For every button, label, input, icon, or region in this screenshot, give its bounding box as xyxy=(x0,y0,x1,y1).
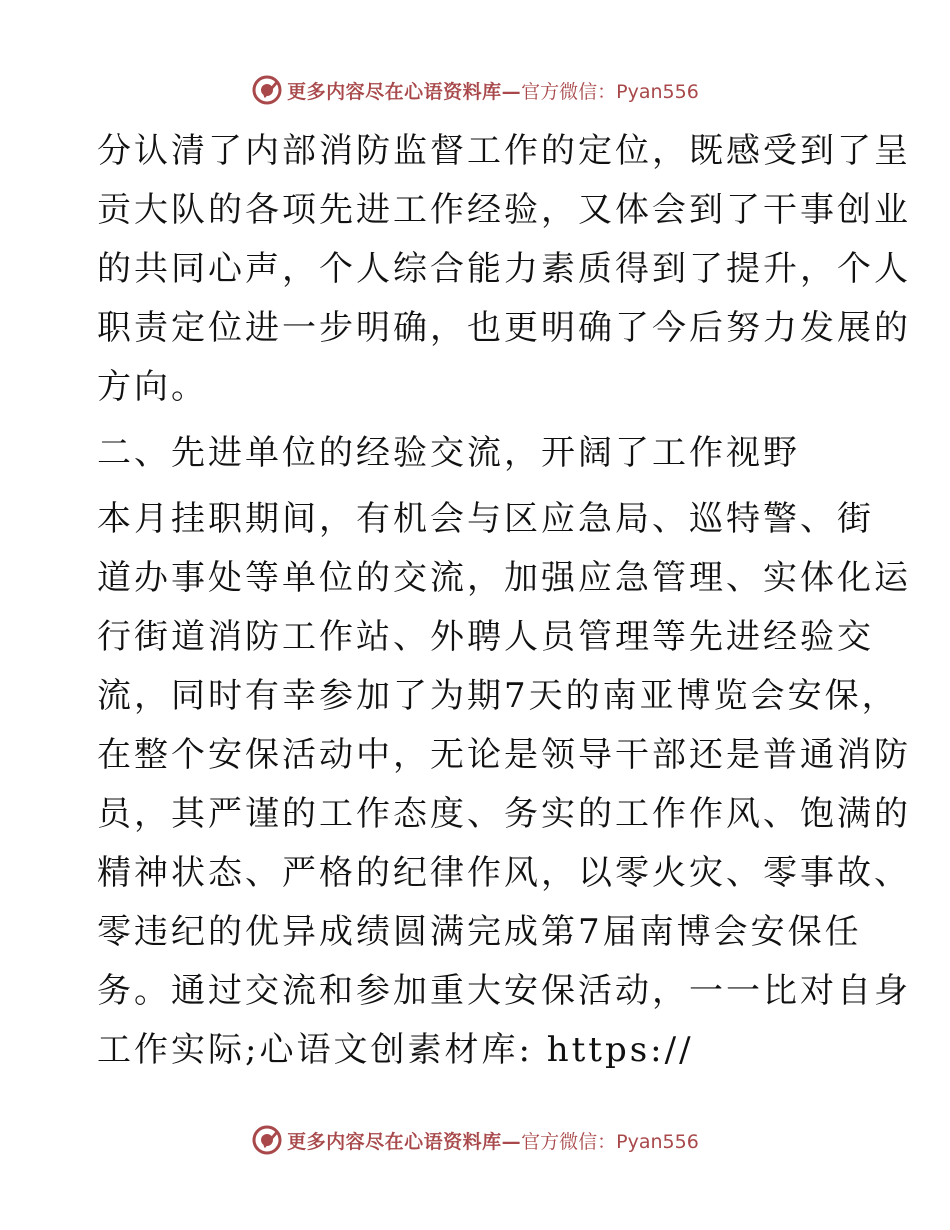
text-line: 务。通过交流和参加重大安保活动，一一比对自身 xyxy=(97,971,911,1011)
text-line: 分认清了内部消防监督工作的定位，既感受到了呈 xyxy=(97,131,911,171)
brand-logo-icon xyxy=(251,74,283,106)
footer-wechat-text: 官方微信：Pyan556 xyxy=(521,1130,699,1153)
text-line: 的共同心声，个人综合能力素质得到了提升，个人 xyxy=(97,249,911,289)
text-line: 在整个安保活动中，无论是领导干部还是普通消防 xyxy=(97,735,911,775)
header-wechat-text: 官方微信：Pyan556 xyxy=(521,80,699,103)
text-line: 零违纪的优异成绩圆满完成第7届南博会安保任 xyxy=(97,912,862,952)
paragraph-1 xyxy=(97,122,911,417)
footer-banner xyxy=(0,1120,950,1160)
document-body xyxy=(97,122,911,1080)
text-line: 流，同时有幸参加了为期7天的南亚博览会安保， xyxy=(97,676,899,716)
text-line: 方向。 xyxy=(97,367,208,407)
header-brand-text: 更多内容尽在心语资料库— xyxy=(287,80,522,103)
header-banner xyxy=(0,70,950,110)
text-line: 工作实际;心语文创素材库: https:// xyxy=(97,1030,694,1070)
paragraph-2 xyxy=(97,490,911,1080)
footer-brand-text: 更多内容尽在心语资料库— xyxy=(287,1130,522,1153)
brand-logo-icon xyxy=(251,1124,283,1156)
section-heading: 二、先进单位的经验交流，开阔了工作视野 xyxy=(97,433,800,473)
text-line: 员，其严谨的工作态度、务实的工作作风、饱满的 xyxy=(97,794,911,834)
text-line: 贡大队的各项先进工作经验，又体会到了干事创业 xyxy=(97,190,911,230)
text-line: 精神状态、严格的纪律作风，以零火灾、零事故、 xyxy=(97,853,911,893)
text-line: 道办事处等单位的交流，加强应急管理、实体化运 xyxy=(97,558,911,598)
text-line: 职责定位进一步明确，也更明确了今后努力发展的 xyxy=(97,308,911,348)
text-line: 行街道消防工作站、外聘人员管理等先进经验交 xyxy=(97,617,874,657)
text-line: 本月挂职期间，有机会与区应急局、巡特警、街 xyxy=(97,499,874,539)
